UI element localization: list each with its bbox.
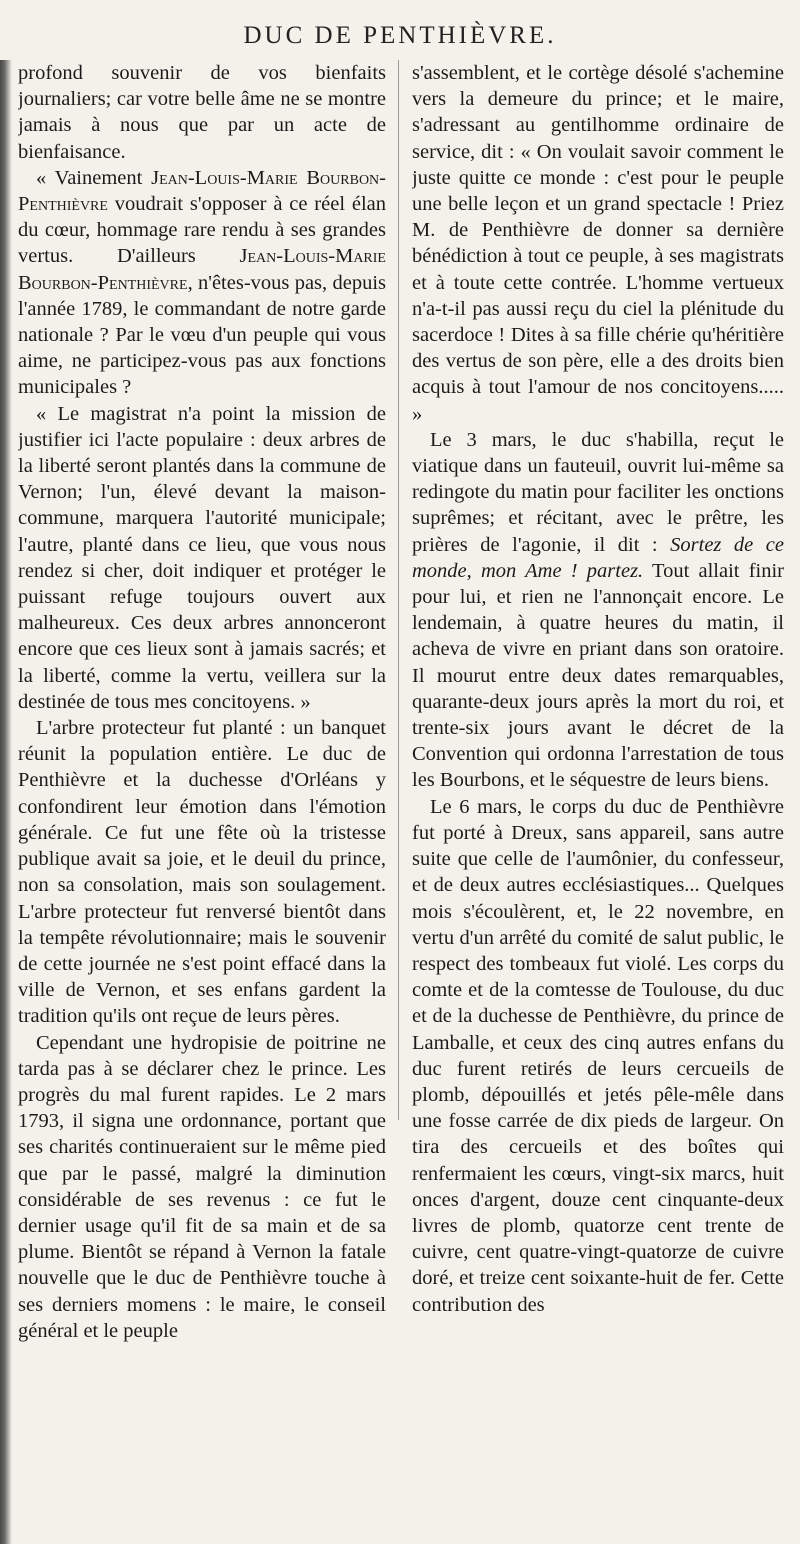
left-column <box>18 60 386 1500</box>
text-run: voudrait s'opposer à ce réel élan du cœur, hommage rare rendu à ses grandes vertus. D'ailleurs <box>18 193 386 268</box>
left-paragraph-4: L'arbre protecteur fut planté : un banquet réunit la population entière. Le duc de Penthièvre et la duchesse d'Orléans y confondirent leur émotion dans l'émotion générale. Ce fut une fête où la tristesse publique avait sa joie, et le deuil du prince, non sa consolation, mais son soulagement. L'arbre protecteur fut renversé bientôt dans la tempête révolutionnaire; mais le souvenir de cette journée ne s'est point effacé dans la ville de Vernon, et ses enfans gardent la tradition qu'ils ont reçue de leurs pères. <box>18 717 386 1028</box>
right-paragraph-2 <box>412 427 784 794</box>
right-paragraph-3: Le 6 mars, le corps du duc de Penthièvre fut porté à Dreux, sans appareil, sans autre suite que celle de l'aumônier, du confesseur, et de deux autres ecclésiastiques... Quelques mois s'écoulèrent, et, le 22 novembre, en vertu d'un arrêté du comité de salut public, le respect des tombeaux fut violé. Les corps du comte et de la comtesse de Toulouse, du duc et de la duchesse de Penthièvre, du prince de Lamballe, et ceux des cinq autres enfans du duc furent retirés de leurs cercueils de plomb, dépouillés et jetés pêle-mêle dans une fosse carrée de dix pieds de largeur. On tira des cercueils et des boîtes qui renfermaient les cœurs, vingt-six marcs, huit onces d'argent, douze cent cinquante-deux livres de plomb, quatorze cent trente de cuivre, cent quatre-vingt-quatorze de cuivre doré, et treize cent soixante-huit de fer. Cette contribution des <box>412 795 784 1316</box>
right-paragraph-1: s'assemblent, et le cortège désolé s'achemine vers la demeure du prince; et le maire, s'adressant au gentilhomme ordinaire de service, dit : « On voulait savoir comment le juste quitte ce monde : c'est pour le peuple une belle leçon et un grand spectacle ! Priez M. de Penthièvre de donner sa dernière bénédiction à tout ce peuple, à ses magistrats et à toute cette contrée. L'homme vertueux n'a-t-il pas aussi reçu du ciel la plénitude du sacerdoce ! Dites à sa fille chérie qu'héritière des vertus de son père, elle a des droits bien acquis à tout l'amour de nos concitoyens..... » <box>412 62 784 425</box>
text-run: « Vainement <box>36 166 152 189</box>
person-name: Jean-Louis-Marie Bourbon-Penthièvre <box>18 166 386 216</box>
person-name: Jean-Louis-Marie Bourbon-Penthièvre <box>18 245 386 294</box>
text-run: Tout allait finir pour lui, et rien ne l'annonçait encore. Le lendemain, à quatre heures du matin, il acheva de vivre en priant dans son oratoire. Il mourut entre deux dates remarquables, quarante-deux jours après la mort du roi, et trente-six jours avant le décret de la Convention qui ordonna l'arrestation de tous les Bourbons, et le séquestre de leurs biens. <box>412 559 784 792</box>
binding-shadow <box>0 60 12 1544</box>
right-column <box>412 60 784 1500</box>
left-paragraph-1: profond souvenir de vos bienfaits journaliers; car votre belle âme ne se montre jamais à nous que par un acte de bienfaisance. <box>18 62 386 163</box>
text-run: , n'êtes-vous pas, depuis l'année 1789, le commandant de notre garde nationale ? Par le vœu d'un peuple qui vous aime, ne participez-vous pas aux fonctions municipales ? <box>18 271 386 399</box>
left-paragraph-3: « Le magistrat n'a point la mission de justifier ici l'acte populaire : deux arbres de la liberté seront plantés dans la commune de Vernon; l'un, élevé devant la maison-commune, marquera l'autorité municipale; l'autre, planté dans ce lieu, que vous nous rendez si cher, doit indiquer et protéger le puissant refuge toujours ouvert aux malheureux. Ces deux arbres annonceront encore que ces lieux sont à jamais sacrés; et la liberté, comme la vertu, veillera sur la destinée de tous mes concitoyens. » <box>18 402 386 713</box>
running-title: DUC DE PENTHIÈVRE. <box>243 22 557 49</box>
quotation: Sortez de ce monde, mon Ame ! partez. <box>412 533 784 582</box>
left-paragraph-5: Cependant une hydropisie de poitrine ne tarda pas à se déclarer chez le prince. Les progrès du mal furent rapides. Le 2 mars 1793, il signa une ordonnance, portant que ses charités continueraient sur le même pied que par le passé, malgré la diminution considérable de ses revenus : ce fut le dernier usage qu'il fit de sa main et de sa plume. Bientôt se répand à Vernon la fatale nouvelle que le duc de Penthièvre touche à ses derniers momens : le maire, le conseil général et le peuple <box>18 1031 386 1342</box>
text-run: Le 3 mars, le duc s'habilla, reçut le viatique dans un fauteuil, ouvrit lui-même sa redingote du matin pour faciliter les onctions suprêmes; et récitant, avec le prêtre, les prières de l'agonie, il dit : <box>412 428 784 556</box>
column-divider <box>398 60 399 1120</box>
left-paragraph-2 <box>18 165 386 401</box>
